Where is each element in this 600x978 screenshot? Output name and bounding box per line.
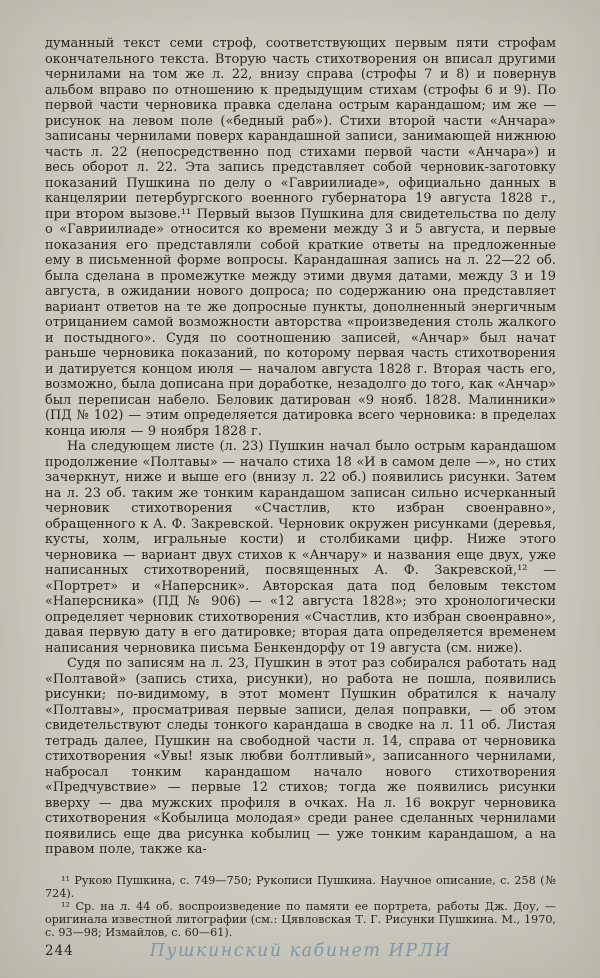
page-number: 244	[45, 943, 74, 959]
page-text-block	[45, 36, 556, 940]
body-paragraph: На следующем листе (л. 23) Пушкин начал было острым карандашом продолжение «Полтавы» — начало стиха 18 «И в самом деле —», но стих зачеркнут, ниже и выше его (внизу л. 22 об.) появились рисунки. Затем на л. 23 об. таким же тонким карандашом записан сильно исчерканный черновик стихотворения «Счастлив, кто избран своенравно», обращенного к А. Ф. Закревской. Черновик окружен рисунками (деревья, кусты, холм, игральные кости) и столбиками цифр. Ниже этого черновика — вариант двух стихов к «Анчару» и названия еще двух, уже написанных стихотворений, посвященных А. Ф. Закревской,¹² — «Портрет» и «Наперсник». Авторская дата под беловым текстом «Наперсника» (ПД № 906) — «12 августа 1828»; это хронологически определяет черновик стихотворения «Счастлив, кто избран своенравно», давая первую дату в его датировке; вторая дата определяется временем написания черновика письма Бенкендорфу от 19 августа (см. ниже).	[45, 439, 556, 656]
body-paragraph: думанный текст семи строф, соответствующих первым пяти строфам окончательного текста. Вторую часть стихотворения он вписал другими чернилами на том же л. 22, внизу справа (строфы 7 и 8) и повернув альбом вправо по отношению к предыдущим стихам (строфы 6 и 9). По первой части черновика правка сделана острым карандашом; им же — рисунок на левом поле («бедный раб»). Стихи второй части «Анчара» записаны чернилами поверх карандашной записи, занимающей нижнюю часть л. 22 (непосредственно под стихами первой части «Анчара») и весь оборот л. 22. Эта запись представляет собой черновик-заготовку показаний Пушкина по делу о «Гавриилиаде», официально данных в канцелярии петербургского военного губернатора 19 августа 1828 г., при втором вызове.¹¹ Первый вызов Пушкина для свидетельства по делу о «Гавриилиаде» относится ко времени между 3 и 5 августа, и первые показания его представляли собой краткие ответы на предложенные ему в письменной форме вопросы. Карандашная запись на л. 22—22 об. была сделана в промежутке между этими двумя датами, между 3 и 19 августа, в ожидании нового допроса; по содержанию она представляет вариант ответов на те же допросные пункты, дополненный энергичным отрицанием самой возможности авторства «произведения столь жалкого и постыдного». Судя по соотношению записей, «Анчар» был начат раньше черновика показаний, по которому первая часть стихотворения и датируется концом июля — началом августа 1828 г. Вторая часть его, возможно, была дописана при доработке, незадолго до того, как «Анчар» был переписан набело. Беловик датирован «9 нояб. 1828. Малинники» (ПД № 102) — этим определяется датировка всего черновика: в пределах конца июля — 9 ноября 1828 г.	[45, 36, 557, 439]
library-watermark: Пушкинский кабинет ИРЛИ	[149, 941, 452, 961]
footnote: ¹² Ср. на л. 44 об. воспроизведение по памяти ее портрета, работы Дж. Доу, — оригинала известной литографии (см.: Цявловская Т. Г. Рисунки Пушкина. М., 1970, с. 93—98; Измайлов, с. 60—61).	[45, 899, 556, 940]
footnote: ¹¹ Рукою Пушкина, с. 749—750; Рукописи Пушкина. Научное описание, с. 258 (№ 724).	[45, 873, 556, 900]
body-paragraph: Судя по записям на л. 23, Пушкин в этот раз собирался работать над «Полтавой» (запись стиха, рисунки), но работа не пошла, появились рисунки; по-видимому, в этот момент Пушкин обратился к началу «Полтавы», просматривая первые записи, делая поправки, — об этом свидетельствуют следы тонкого карандаша в сводке на л. 11 об. Листая тетрадь далее, Пушкин на свободной части л. 14, справа от черновика стихотворения «Увы! язык любви болтливый», записанного чернилами, набросал тонким карандашом начало нового стихотворения «Предчувствие» — первые 12 стихов; тогда же появились рисунки вверху — два мужских профиля в очках. На л. 16 вокруг черновика стихотворения «Кобылица молодая» среди ранее сделанных чернилами появились еще два рисунка кобылиц — уже тонким карандашом, а на правом поле, также ка-	[45, 656, 556, 857]
footnotes-block	[45, 874, 556, 940]
page-footer	[45, 939, 556, 961]
